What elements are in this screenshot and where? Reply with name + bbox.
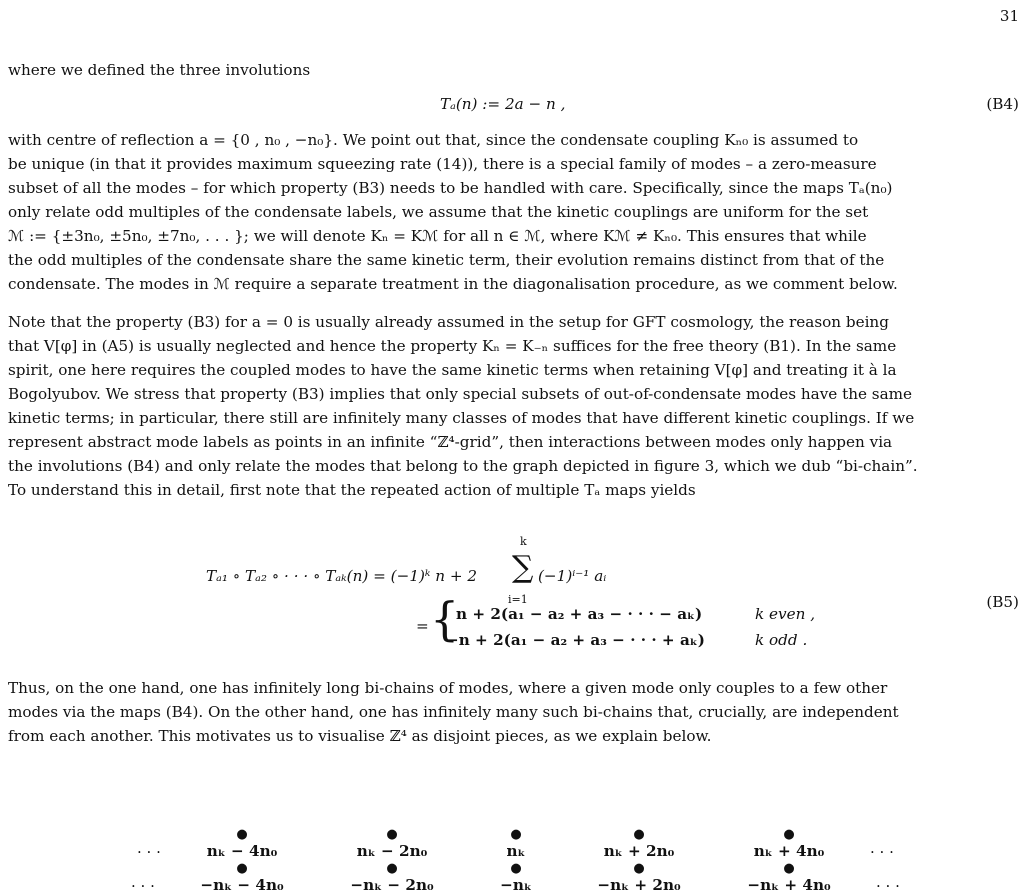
node-dot: ● — [510, 861, 522, 876]
node-label: −nₖ — [500, 876, 532, 894]
text-line: Bogolyubov. We stress that property (B3) implies that only special subsets of out-of-condensate modes have the same — [8, 385, 913, 403]
paragraph-1 — [8, 128, 1020, 296]
node-label: nₖ − 2n₀ — [356, 842, 428, 860]
sum-upper-limit: k — [520, 535, 527, 548]
equation-b4-label: (B4) — [986, 95, 1019, 113]
node-row2 — [714, 862, 864, 894]
equals-sign: = — [416, 617, 429, 635]
text-line: To understand this in detail, first note that the repeated action of multiple Tₐ maps yields — [8, 481, 696, 499]
bi-chain-figure — [0, 820, 1029, 894]
text-line: the involutions (B4) and only relate the modes that belong to the graph depicted in figure 3, which we dub “bi-chain”. — [8, 457, 918, 475]
equation-b5-sum-term: (−1)ⁱ⁻¹ aᵢ — [538, 567, 607, 585]
sum-lower-limit: i=1 — [508, 593, 528, 606]
node-dot: ● — [386, 861, 398, 876]
ellipsis-left-row1: . . . — [137, 839, 161, 857]
node-dot: ● — [236, 827, 248, 842]
text-line: only relate odd multiples of the condensate labels, we assume that the kinetic couplings are uniform for the set — [8, 203, 869, 221]
node-dot: ● — [386, 827, 398, 842]
page-number: 31 — [999, 7, 1019, 25]
text-line: subset of all the modes – for which property (B3) needs to be handled with care. Specifically, since the maps Tₐ(n₀) — [8, 179, 893, 197]
text-line: represent abstract mode labels as points in an infinite “ℤ⁴-grid”, then interactions between modes only happen via — [8, 433, 893, 451]
node-label: −nₖ − 4n₀ — [200, 876, 284, 894]
node-label: nₖ — [506, 842, 526, 860]
case-odd-condition: k odd . — [755, 631, 808, 649]
case-even: n + 2(a₁ − a₂ + a₃ − · · · − aₖ) — [456, 605, 703, 623]
node-row1 — [564, 828, 714, 860]
case-even-condition: k even , — [755, 605, 816, 623]
node-row2 — [564, 862, 714, 894]
sum-sign: ∑ — [512, 550, 534, 585]
node-label: −nₖ + 2n₀ — [597, 876, 681, 894]
ellipsis-right-row2: . . . — [876, 873, 900, 891]
equation-b4-body: Tₐ(n) := 2a − n , — [440, 95, 566, 113]
text-line: where we defined the three involutions — [8, 61, 311, 79]
case-odd: −n + 2(a₁ − a₂ + a₃ − · · · + aₖ) — [446, 631, 705, 649]
node-label: nₖ + 4n₀ — [753, 842, 825, 860]
text-line: Thus, on the one hand, one has infinitely long bi-chains of modes, where a given mode only couples to a few other — [8, 679, 888, 697]
node-label: nₖ + 2n₀ — [603, 842, 675, 860]
node-label: −nₖ + 4n₀ — [747, 876, 831, 894]
node-label: −nₖ − 2n₀ — [350, 876, 434, 894]
node-row2 — [167, 862, 317, 894]
text-line: that V[φ] in (A5) is usually neglected and hence the property Kₙ = K₋ₙ suffices for the free theory (B1). In the same — [8, 337, 897, 355]
node-row1 — [167, 828, 317, 860]
node-dot: ● — [510, 827, 522, 842]
ellipsis-left-row2: . . . — [131, 873, 155, 891]
text-line: condensate. The modes in ℳ require a separate treatment in the diagonalisation procedure, as we comment below. — [8, 275, 898, 293]
intro-sentence — [8, 58, 1020, 82]
equation-b5 — [0, 530, 1029, 650]
equation-b5-lhs: Tₐ₁ ∘ Tₐ₂ ∘ · · · ∘ Tₐₖ(n) = (−1)ᵏ n + 2 — [206, 567, 478, 585]
node-dot: ● — [783, 861, 795, 876]
node-dot: ● — [633, 827, 645, 842]
node-label: nₖ − 4n₀ — [206, 842, 278, 860]
text-line: ℳ := {±3n₀, ±5n₀, ±7n₀, . . . }; we will denote Kₙ = Kℳ for all n ∈ ℳ, where Kℳ ≠ Kₙ₀. This ensures that while — [8, 227, 867, 245]
paragraph-3 — [8, 676, 1020, 748]
cases-brace: { — [430, 592, 460, 646]
node-dot: ● — [783, 827, 795, 842]
node-dot: ● — [236, 861, 248, 876]
node-row1 — [714, 828, 864, 860]
text-line: kinetic terms; in particular, there still are infinitely many classes of modes that have different kinetic couplings. If we — [8, 409, 915, 427]
text-line: Note that the property (B3) for a = 0 is usually already assumed in the setup for GFT cosmology, the reason being — [8, 313, 889, 331]
text-line: be unique (in that it provides maximum squeezing rate (14)), there is a special family of modes – a zero-measure — [8, 155, 877, 173]
text-line: with centre of reflection a = {0 , n₀ , −n₀}. We point out that, since the condensate coupling Kₙ₀ is assumed to — [8, 131, 859, 149]
text-line: the odd multiples of the condensate share the same kinetic term, their evolution remains distinct from that of the — [8, 251, 885, 269]
paragraph-2 — [8, 310, 1020, 502]
text-line: modes via the maps (B4). On the other hand, one has infinitely many such bi-chains that, crucially, are independent — [8, 703, 899, 721]
text-line: from each another. This motivates us to visualise ℤ⁴ as disjoint pieces, as we explain below. — [8, 727, 712, 745]
equation-b5-label: (B5) — [986, 593, 1019, 611]
ellipsis-right-row1: . . . — [870, 839, 894, 857]
text-line: spirit, one here requires the coupled modes to have the same kinetic terms when retaining V[φ] and treating it à la — [8, 361, 897, 379]
node-dot: ● — [633, 861, 645, 876]
